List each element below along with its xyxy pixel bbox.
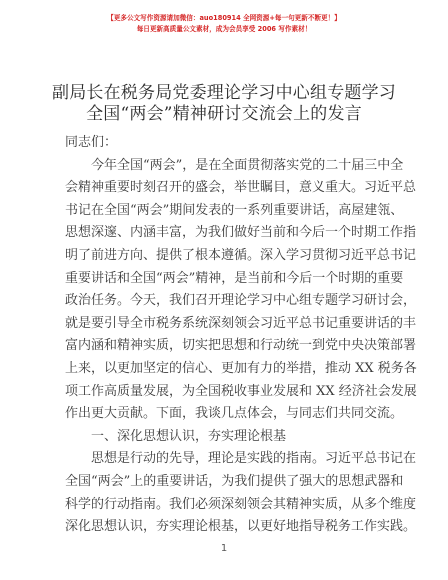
paragraph-line: 思想是行动的先导，理论是实践的指南。习近平总书记在 [91, 451, 417, 467]
section-heading: 一、深化思想认识，夯实理论根基 [91, 428, 287, 444]
page-number: 1 [220, 543, 228, 554]
paragraph-line: 重要讲话和全国“两会”精神，是当前和今后一个时期的重要 [65, 270, 404, 286]
paragraph-line: 就是要引导全市税务系统深刻领会习近平总书记重要讲话的丰 [65, 315, 417, 331]
paragraph-line: 会精神重要时刻召开的盛会，举世瞩目，意义重大。习近平总 [65, 180, 417, 196]
document-title-line-1: 副局长在税务局党委理论学习中心组专题学习 [52, 83, 396, 103]
promo-banner-line-1: 【更多公文写作资源请加微信：auo180914 全网资源+每一句更新不断更！】 [107, 14, 341, 22]
paragraph-line: 作出更大贡献。下面，我谈几点体会，与同志们共同交流。 [65, 406, 404, 422]
paragraph-line: 深化思想认识，夯实理论根基，以更好地指导税务工作实践。 [65, 519, 417, 535]
paragraph-line: 项工作高质量发展，为全国税收事业发展和 XX 经济社会发展 [65, 383, 417, 399]
document-title-line-2: 全国“两会”精神研讨交流会上的发言 [86, 104, 362, 124]
document-body [65, 132, 417, 539]
paragraph-1 [65, 155, 417, 426]
paragraph-line: 科学的行动指南。我们必须深刻领会其精神实质，从多个维度 [65, 496, 417, 512]
paragraph-line: 书记在全国“两会”期间发表的一系列重要讲话，高屋建瓴、 [65, 202, 404, 218]
paragraph-line: 政治任务。今天，我们召开理论学习中心组专题学习研讨会， [65, 293, 417, 309]
promo-banner-line-2: 每日更新高质量公文素材，成为会员享受 2006 写作素材！ [136, 25, 312, 33]
paragraph-2 [65, 448, 417, 538]
paragraph-line: 今年全国“两会”，是在全面贯彻落实党的二十届三中全 [91, 157, 404, 173]
paragraph-line: 上来，以更加坚定的信心、更加有力的举措，推动 XX 税务各 [65, 360, 417, 376]
salutation: 同志们： [65, 135, 118, 150]
paragraph-line: 思想深邃、内涵丰富，为我们做好当前和今后一个时期工作指 [65, 225, 417, 241]
paragraph-line: 富内涵和精神实质，切实把思想和行动统一到党中央决策部署 [65, 338, 417, 354]
paragraph-line: 明了前进方向、提供了根本遵循。深入学习贯彻习近平总书记 [65, 247, 417, 263]
paragraph-line: 全国“两会”上的重要讲话，为我们提供了强大的思想武器和 [65, 473, 404, 489]
